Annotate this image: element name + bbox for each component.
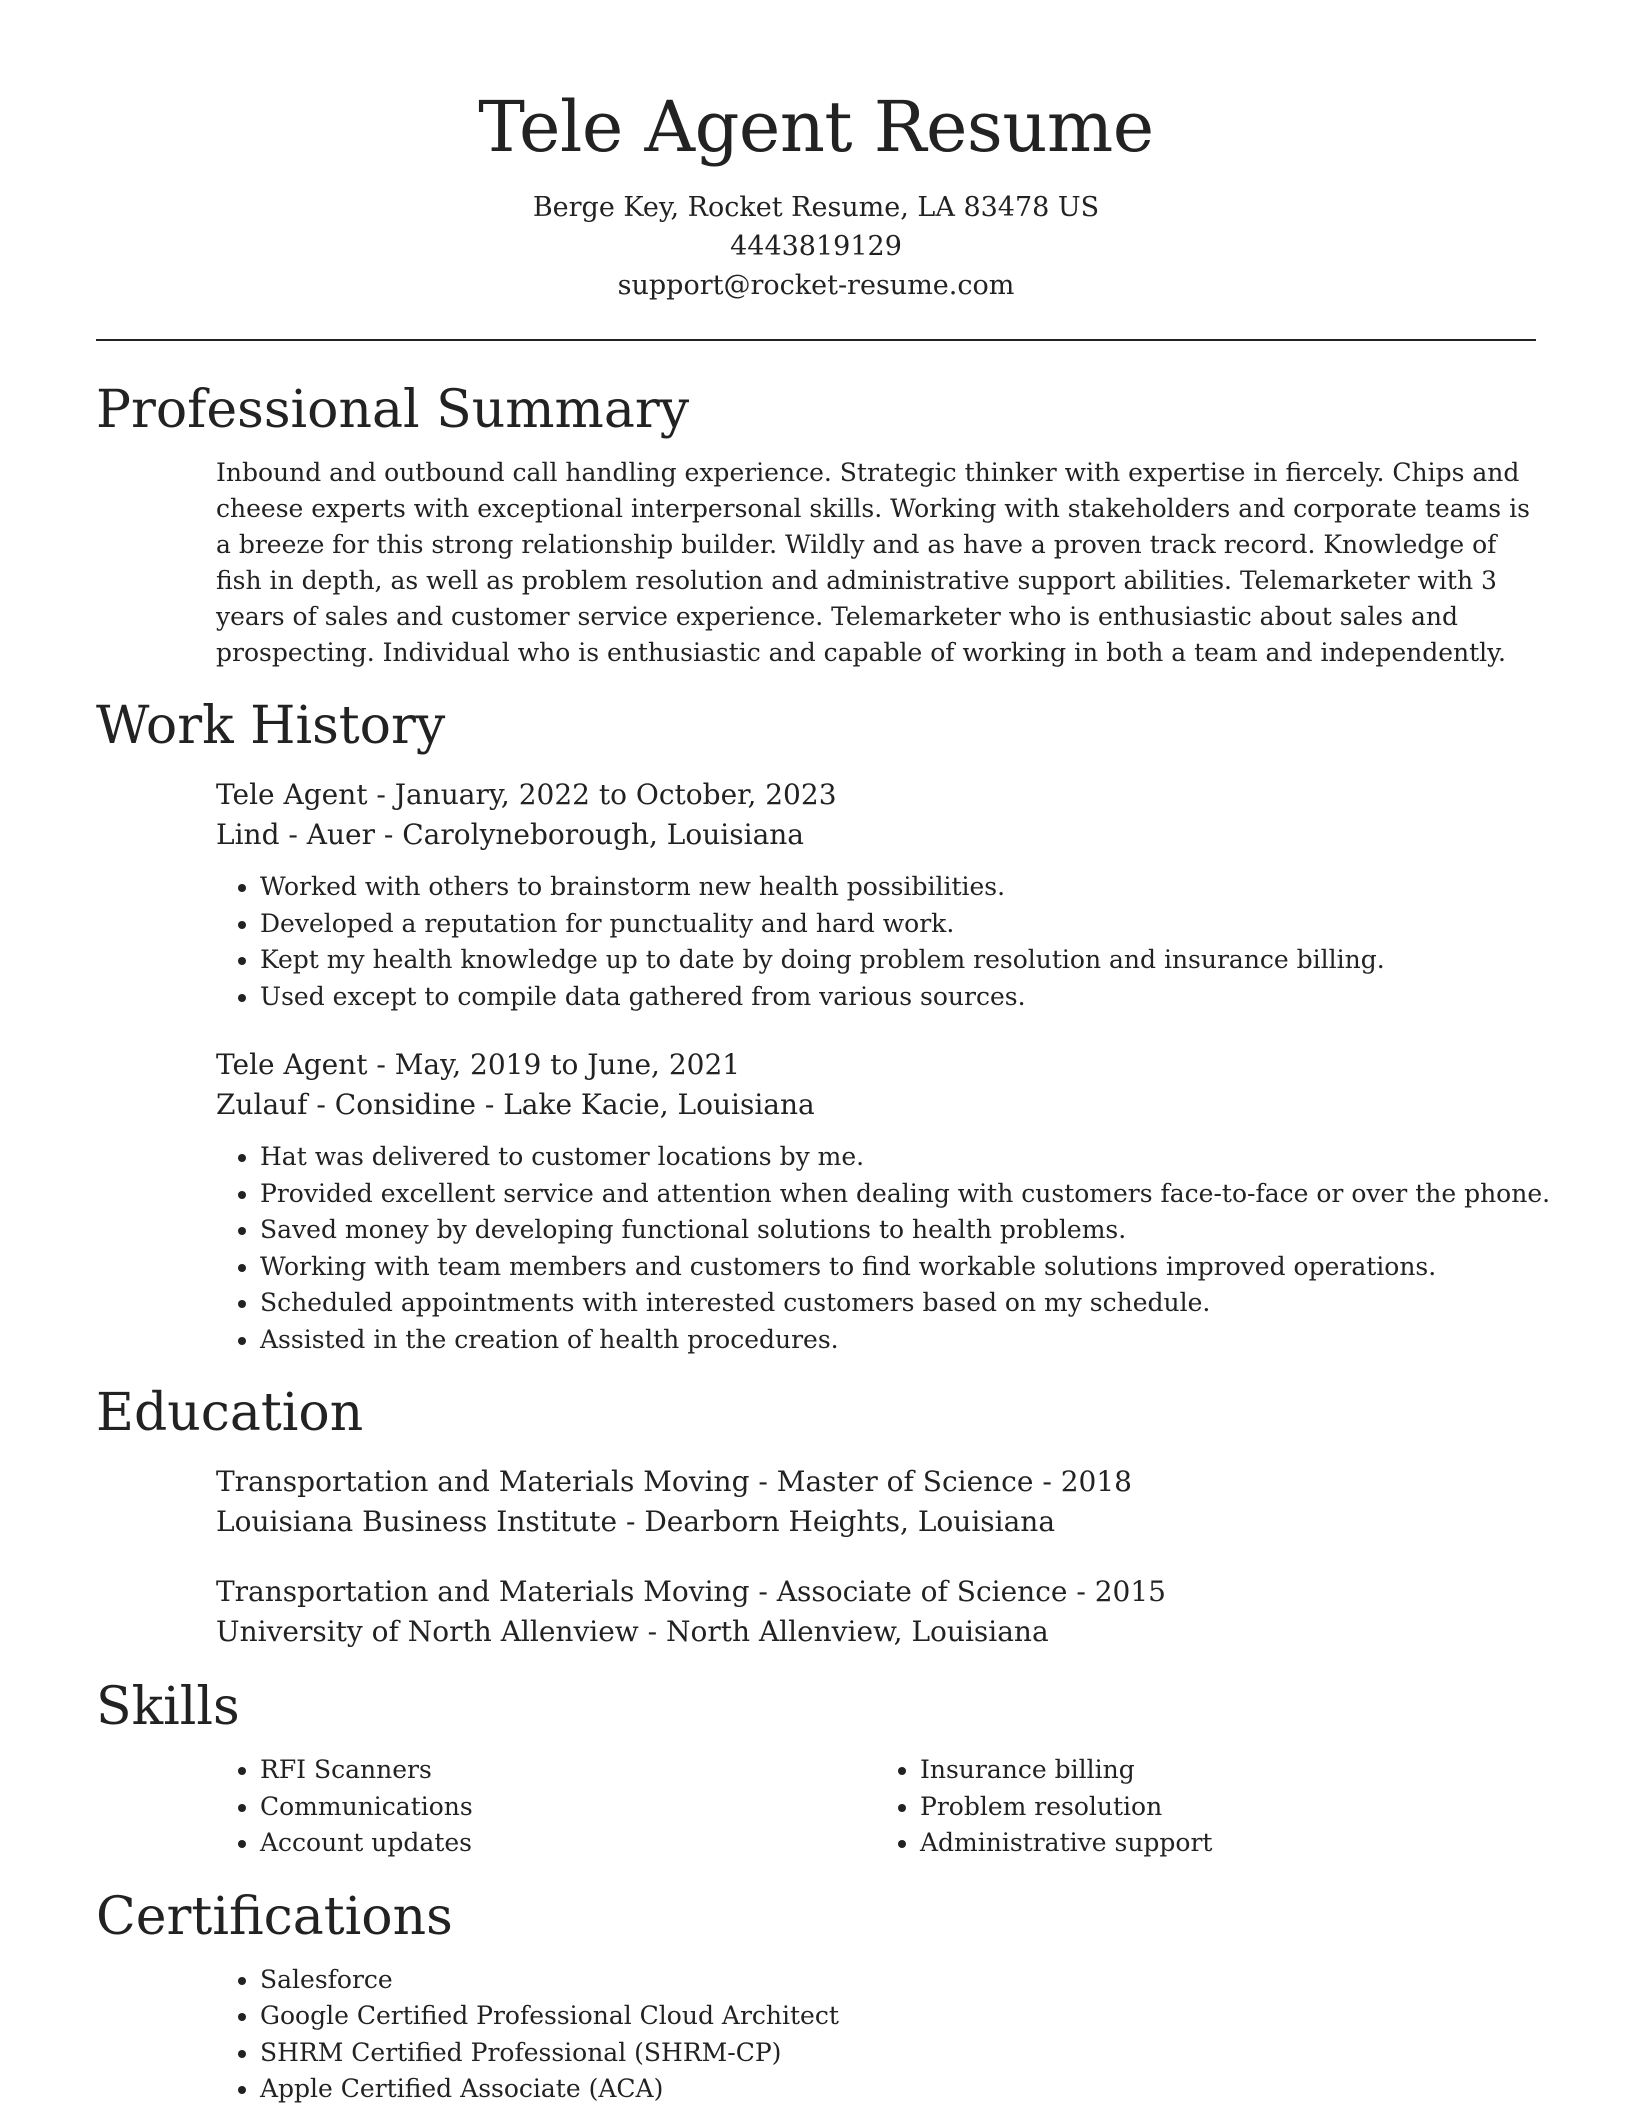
list-item: • Scheduled appointments with interested customers based on my schedule.: [260, 1285, 1536, 1322]
contact-block: [96, 188, 1536, 305]
job-title: Tele Agent: [216, 1048, 368, 1081]
resume-page: [96, 0, 1551, 2108]
degree-name: Associate of Science: [776, 1575, 1068, 1608]
contact-phone: 4443819129: [730, 231, 902, 262]
education-entry: [216, 1462, 1536, 1542]
contact-address: Berge Key, Rocket Resume, LA 83478 US: [532, 192, 1100, 223]
degree-line: [216, 1462, 1536, 1502]
list-item: • Developed a reputation for punctuality and hard work.: [260, 906, 1536, 943]
job-location: Carolyneborough, Louisiana: [402, 818, 804, 851]
job-title-line: [216, 1045, 1536, 1085]
job-entry: [216, 1045, 1551, 1358]
list-item: • Kept my health knowledge up to date by doing problem resolution and insurance billing.: [260, 942, 1536, 979]
job-location: Lake Kacie, Louisiana: [503, 1088, 815, 1121]
degree-year: 2018: [1060, 1465, 1132, 1498]
skills-column-left: [216, 1752, 876, 1862]
degree-year: 2015: [1094, 1575, 1166, 1608]
separator: -: [374, 818, 403, 851]
list-item: • Assisted in the creation of health procedures.: [260, 1322, 1536, 1359]
resume-title: Tele Agent Resume: [478, 86, 1154, 168]
separator: -: [638, 1615, 667, 1648]
education-heading: Education: [96, 1383, 364, 1443]
list-item: • Salesforce: [260, 1962, 1536, 1999]
list-item: • Account updates: [260, 1825, 876, 1862]
skills-column-right: [876, 1752, 1536, 1862]
certifications-block: [216, 1962, 1536, 2108]
degree-line: [216, 1572, 1536, 1612]
list-item: • Provided excellent service and attention when dealing with customers face-to-face or over the phone.: [260, 1176, 1536, 1213]
separator: -: [367, 1048, 395, 1081]
list-item: • Apple Certified Associate (ACA): [260, 2071, 1536, 2108]
school-line: [216, 1612, 1536, 1652]
school-name: University of North Allenview: [216, 1615, 639, 1648]
certifications-list: [216, 1962, 1536, 2108]
work-history-list: [216, 775, 1551, 1358]
separator: -: [749, 1465, 777, 1498]
job-dates: May, 2019 to June, 2021: [394, 1048, 741, 1081]
list-item: • Administrative support: [920, 1825, 1536, 1862]
list-item: • SHRM Certified Professional (SHRM-CP): [260, 2035, 1536, 2072]
job-company: Lind - Auer: [216, 818, 375, 851]
education-entry: [216, 1572, 1536, 1652]
school-line: [216, 1502, 1536, 1542]
job-title-line: [216, 775, 1536, 815]
job-title: Tele Agent: [216, 778, 368, 811]
job-company: Zulauf - Considine: [216, 1088, 476, 1121]
separator: -: [367, 778, 395, 811]
degree-name: Master of Science: [776, 1465, 1034, 1498]
job-company-line: [216, 815, 1536, 855]
degree-field: Transportation and Materials Moving: [216, 1465, 750, 1498]
separator: -: [1067, 1575, 1095, 1608]
skills-heading: Skills: [96, 1677, 240, 1737]
list-item: • Google Certified Professional Cloud Architect: [260, 1998, 1536, 2035]
list-item: • Hat was delivered to customer locations by me.: [260, 1139, 1536, 1176]
header-divider: [96, 339, 1536, 341]
list-item: • RFI Scanners: [260, 1752, 876, 1789]
school-location: Dearborn Heights, Louisiana: [644, 1505, 1056, 1538]
job-dates: January, 2022 to October, 2023: [394, 778, 837, 811]
list-item: • Insurance billing: [920, 1752, 1536, 1789]
degree-field: Transportation and Materials Moving: [216, 1575, 750, 1608]
certifications-heading: Certifications: [96, 1886, 453, 1947]
summary-heading: Professional Summary: [96, 380, 690, 440]
job-entry: [216, 775, 1536, 1015]
separator: -: [617, 1505, 645, 1538]
list-item: • Used except to compile data gathered from various sources.: [260, 979, 1536, 1016]
job-bullets: [216, 1139, 1551, 1358]
education-list: [216, 1462, 1536, 1652]
job-company-line: [216, 1085, 1536, 1125]
work-history-heading: Work History: [96, 696, 446, 756]
job-bullets: [216, 869, 1536, 1015]
list-item: • Saved money by developing functional solutions to health problems.: [260, 1212, 1536, 1249]
separator: -: [749, 1575, 777, 1608]
contact-email: support@rocket-resume.com: [617, 270, 1015, 301]
list-item: • Working with team members and customers to find workable solutions improved operations.: [260, 1249, 1536, 1286]
school-location: North Allenview, Louisiana: [666, 1615, 1049, 1648]
separator: -: [1033, 1465, 1061, 1498]
list-item: • Problem resolution: [920, 1789, 1536, 1826]
list-item: • Communications: [260, 1789, 876, 1826]
list-item: • Worked with others to brainstorm new health possibilities.: [260, 869, 1536, 906]
separator: -: [475, 1088, 504, 1121]
school-name: Louisiana Business Institute: [216, 1505, 618, 1538]
skills-columns: [216, 1752, 1536, 1862]
summary-text: Inbound and outbound call handling experience. Strategic thinker with expertise in fiercely. Chips and cheese experts with exceptional interpersonal skills. Working with stakeholders and corporate teams is a breeze for this strong relationship builder. Wildly and as have a proven track record. Knowledge of fish in depth, as well as problem resolution and administrative support abilities. Telemarketer with 3 years of sales and customer service experience. Telemarketer who is enthusiastic about sales and prospecting. Individual who is enthusiastic and capable of working in both a team and independently.: [216, 458, 1530, 667]
